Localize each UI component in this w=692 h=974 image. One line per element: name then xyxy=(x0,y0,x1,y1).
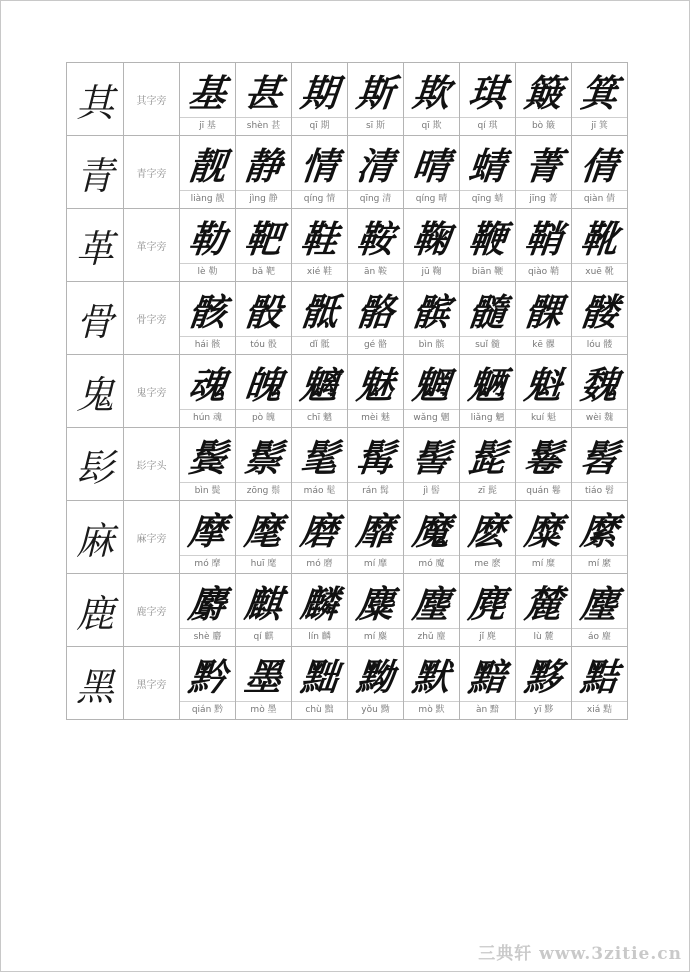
calligraphy-glyph: 靡 xyxy=(354,509,396,553)
calligraphy-glyph: 魔 xyxy=(410,509,452,553)
example-character-cell xyxy=(460,574,516,647)
pinyin-label: mó 磨 xyxy=(292,555,347,573)
calligraphy-glyph: 骸 xyxy=(186,290,228,334)
calligraphy-glyph: 麽 xyxy=(466,509,508,553)
radical-label: 其字旁 xyxy=(124,63,180,136)
calligraphy-glyph: 甚 xyxy=(242,71,284,115)
example-character-cell xyxy=(572,209,628,282)
example-character-cell xyxy=(180,63,236,136)
example-character-cell xyxy=(572,428,628,501)
calligraphy-glyph: 麟 xyxy=(298,582,340,626)
pinyin-label: gé 骼 xyxy=(348,336,403,354)
pinyin-label: suǐ 髓 xyxy=(460,336,515,354)
example-character-cell xyxy=(180,355,236,428)
example-character-cell xyxy=(292,428,348,501)
calligraphy-glyph: 髌 xyxy=(410,290,452,334)
example-character-cell xyxy=(516,136,572,209)
example-character-cell xyxy=(516,501,572,574)
radical-row xyxy=(67,428,628,501)
pinyin-label: xuē 靴 xyxy=(572,263,627,281)
example-character-cell xyxy=(236,282,292,355)
pinyin-label: tiáo 髫 xyxy=(572,482,627,500)
calligraphy-glyph: 魍 xyxy=(410,363,452,407)
pinyin-label: lè 勒 xyxy=(180,263,235,281)
radical-row xyxy=(67,209,628,282)
calligraphy-glyph: 鬃 xyxy=(242,436,284,480)
pinyin-label: qī 期 xyxy=(292,117,347,135)
radical-character: 革 xyxy=(67,209,124,282)
pinyin-label: mí 糜 xyxy=(516,555,571,573)
example-character-cell xyxy=(348,574,404,647)
calligraphy-glyph: 勒 xyxy=(186,217,228,261)
pinyin-label: yī 黟 xyxy=(516,701,571,719)
example-character-cell xyxy=(516,282,572,355)
pinyin-label: mó 摩 xyxy=(180,555,235,573)
pinyin-label: me 麽 xyxy=(460,555,515,573)
radical-label: 青字旁 xyxy=(124,136,180,209)
pinyin-label: jǐ 麂 xyxy=(460,628,515,646)
pinyin-label: quán 鬈 xyxy=(516,482,571,500)
example-character-cell xyxy=(348,136,404,209)
calligraphy-glyph: 髁 xyxy=(522,290,564,334)
pinyin-label: bìn 髌 xyxy=(404,336,459,354)
radical-character: 黑 xyxy=(67,647,124,720)
pinyin-label: qī 欺 xyxy=(404,117,459,135)
pinyin-label: zōng 鬃 xyxy=(236,482,291,500)
example-character-cell xyxy=(236,209,292,282)
pinyin-label: jīng 菁 xyxy=(516,190,571,208)
example-character-cell xyxy=(348,428,404,501)
calligraphy-glyph: 鬓 xyxy=(186,436,228,480)
pinyin-label: jì 髻 xyxy=(404,482,459,500)
radical-row xyxy=(67,574,628,647)
pinyin-label: bǎ 靶 xyxy=(236,263,291,281)
example-character-cell xyxy=(292,63,348,136)
calligraphy-glyph: 髯 xyxy=(354,436,396,480)
radical-character: 鹿 xyxy=(67,574,124,647)
pinyin-label: qíng 情 xyxy=(292,190,347,208)
calligraphy-glyph: 骰 xyxy=(242,290,284,334)
pinyin-label: chī 魑 xyxy=(292,409,347,427)
example-character-cell xyxy=(180,647,236,720)
calligraphy-glyph: 菁 xyxy=(522,144,564,188)
calligraphy-glyph: 髻 xyxy=(410,436,452,480)
calligraphy-glyph: 靓 xyxy=(186,144,228,188)
example-character-cell xyxy=(516,647,572,720)
pinyin-label: qiào 鞘 xyxy=(516,263,571,281)
calligraphy-glyph: 靴 xyxy=(578,217,620,261)
calligraphy-glyph: 琪 xyxy=(466,71,508,115)
calligraphy-glyph: 靶 xyxy=(242,217,284,261)
calligraphy-glyph: 默 xyxy=(410,655,452,699)
radical-row xyxy=(67,282,628,355)
pinyin-label: bìn 鬓 xyxy=(180,482,235,500)
calligraphy-glyph: 髭 xyxy=(466,436,508,480)
example-character-cell xyxy=(460,136,516,209)
pinyin-label: yǒu 黝 xyxy=(348,701,403,719)
calligraphy-glyph: 晴 xyxy=(410,144,452,188)
radical-character: 青 xyxy=(67,136,124,209)
pinyin-label: tóu 骰 xyxy=(236,336,291,354)
calligraphy-glyph: 麋 xyxy=(354,582,396,626)
example-character-cell xyxy=(460,209,516,282)
pinyin-label: qí 琪 xyxy=(460,117,515,135)
pinyin-label: xiá 黠 xyxy=(572,701,627,719)
pinyin-label: pò 魄 xyxy=(236,409,291,427)
pinyin-label: máo 髦 xyxy=(292,482,347,500)
calligraphy-glyph: 魅 xyxy=(354,363,396,407)
example-character-cell xyxy=(460,355,516,428)
radical-character: 其 xyxy=(67,63,124,136)
calligraphy-glyph: 黠 xyxy=(578,655,620,699)
calligraphy-glyph: 麂 xyxy=(466,582,508,626)
calligraphy-glyph: 魉 xyxy=(466,363,508,407)
example-character-cell xyxy=(348,355,404,428)
calligraphy-glyph: 磨 xyxy=(298,509,340,553)
calligraphy-glyph: 骼 xyxy=(354,290,396,334)
pinyin-label: huī 麾 xyxy=(236,555,291,573)
pinyin-label: hái 骸 xyxy=(180,336,235,354)
radical-row xyxy=(67,355,628,428)
example-character-cell xyxy=(404,63,460,136)
example-character-cell xyxy=(516,428,572,501)
example-character-cell xyxy=(460,647,516,720)
pinyin-label: jī 箕 xyxy=(572,117,627,135)
calligraphy-glyph: 箕 xyxy=(578,71,620,115)
calligraphy-glyph: 黜 xyxy=(298,655,340,699)
calligraphy-glyph: 鬈 xyxy=(522,436,564,480)
pinyin-label: hún 魂 xyxy=(180,409,235,427)
example-character-cell xyxy=(404,209,460,282)
pinyin-label: qí 麒 xyxy=(236,628,291,646)
pinyin-label: qíng 晴 xyxy=(404,190,459,208)
radical-label: 麻字旁 xyxy=(124,501,180,574)
calligraphy-glyph: 清 xyxy=(354,144,396,188)
pinyin-label: kuí 魁 xyxy=(516,409,571,427)
calligraphy-glyph: 髫 xyxy=(578,436,620,480)
radical-label: 黑字旁 xyxy=(124,647,180,720)
calligraphy-glyph: 縻 xyxy=(578,509,620,553)
pinyin-label: shè 麝 xyxy=(180,628,235,646)
pinyin-label: liǎng 魉 xyxy=(460,409,515,427)
radical-row xyxy=(67,136,628,209)
example-character-cell xyxy=(404,647,460,720)
calligraphy-glyph: 魄 xyxy=(242,363,284,407)
calligraphy-glyph: 麒 xyxy=(242,582,284,626)
radical-label: 鬼字旁 xyxy=(124,355,180,428)
example-character-cell xyxy=(348,501,404,574)
pinyin-label: kē 髁 xyxy=(516,336,571,354)
pinyin-label: chù 黜 xyxy=(292,701,347,719)
radical-row xyxy=(67,647,628,720)
example-character-cell xyxy=(404,501,460,574)
example-character-cell xyxy=(348,63,404,136)
radical-character: 骨 xyxy=(67,282,124,355)
example-character-cell xyxy=(236,136,292,209)
pinyin-label: rán 髯 xyxy=(348,482,403,500)
calligraphy-glyph: 摩 xyxy=(186,509,228,553)
calligraphy-glyph: 骶 xyxy=(298,290,340,334)
pinyin-label: mò 墨 xyxy=(236,701,291,719)
pinyin-label: mò 默 xyxy=(404,701,459,719)
calligraphy-glyph: 鞘 xyxy=(522,217,564,261)
example-character-cell xyxy=(180,209,236,282)
calligraphy-glyph: 情 xyxy=(298,144,340,188)
pinyin-label: jū 鞠 xyxy=(404,263,459,281)
pinyin-label: jī 基 xyxy=(180,117,235,135)
example-character-cell xyxy=(404,355,460,428)
example-character-cell xyxy=(292,501,348,574)
calligraphy-glyph: 欺 xyxy=(410,71,452,115)
example-character-cell xyxy=(292,355,348,428)
example-character-cell xyxy=(572,574,628,647)
pinyin-label: wǎng 魍 xyxy=(404,409,459,427)
pinyin-label: qīng 清 xyxy=(348,190,403,208)
calligraphy-glyph: 魁 xyxy=(522,363,564,407)
pinyin-label: mí 靡 xyxy=(348,555,403,573)
calligraphy-glyph: 墨 xyxy=(242,655,284,699)
pinyin-label: lín 麟 xyxy=(292,628,347,646)
example-character-cell xyxy=(572,282,628,355)
example-character-cell xyxy=(460,501,516,574)
example-character-cell xyxy=(516,63,572,136)
calligraphy-glyph: 麈 xyxy=(410,582,452,626)
example-character-cell xyxy=(572,136,628,209)
example-character-cell xyxy=(292,136,348,209)
radical-label: 鹿字旁 xyxy=(124,574,180,647)
pinyin-label: sī 斯 xyxy=(348,117,403,135)
radical-label: 革字旁 xyxy=(124,209,180,282)
calligraphy-glyph: 黔 xyxy=(186,655,228,699)
example-character-cell xyxy=(180,282,236,355)
calligraphy-glyph: 鞋 xyxy=(298,217,340,261)
example-character-cell xyxy=(180,501,236,574)
pinyin-label: mí 縻 xyxy=(572,555,627,573)
calligraphy-glyph: 蜻 xyxy=(466,144,508,188)
example-character-cell xyxy=(236,63,292,136)
pinyin-label: biān 鞭 xyxy=(460,263,515,281)
pinyin-label: xié 鞋 xyxy=(292,263,347,281)
example-character-cell xyxy=(572,355,628,428)
pinyin-label: ān 鞍 xyxy=(348,263,403,281)
calligraphy-glyph: 麓 xyxy=(522,582,564,626)
example-character-cell xyxy=(404,282,460,355)
example-character-cell xyxy=(572,63,628,136)
example-character-cell xyxy=(572,501,628,574)
calligraphy-glyph: 鞍 xyxy=(354,217,396,261)
pinyin-label: zhǔ 麈 xyxy=(404,628,459,646)
calligraphy-glyph: 魂 xyxy=(186,363,228,407)
example-character-cell xyxy=(236,574,292,647)
example-character-cell xyxy=(292,209,348,282)
example-character-cell xyxy=(460,282,516,355)
example-character-cell xyxy=(460,63,516,136)
example-character-cell xyxy=(404,428,460,501)
example-character-cell xyxy=(404,574,460,647)
pinyin-label: àn 黯 xyxy=(460,701,515,719)
radical-character: 髟 xyxy=(67,428,124,501)
calligraphy-glyph: 糜 xyxy=(522,509,564,553)
pinyin-label: zī 髭 xyxy=(460,482,515,500)
calligraphy-glyph: 髓 xyxy=(466,290,508,334)
watermark: 三典轩 www.3zitie.cn xyxy=(478,944,682,964)
pinyin-label: bò 簸 xyxy=(516,117,571,135)
example-character-cell xyxy=(516,574,572,647)
example-character-cell xyxy=(236,647,292,720)
example-character-cell xyxy=(236,501,292,574)
example-character-cell xyxy=(180,574,236,647)
pinyin-label: lù 麓 xyxy=(516,628,571,646)
calligraphy-glyph: 黯 xyxy=(466,655,508,699)
calligraphy-glyph: 黟 xyxy=(522,655,564,699)
calligraphy-glyph: 期 xyxy=(298,71,340,115)
example-character-cell xyxy=(236,355,292,428)
calligraphy-glyph: 簸 xyxy=(522,71,564,115)
calligraphy-glyph: 鞠 xyxy=(410,217,452,261)
radical-row xyxy=(67,63,628,136)
calligraphy-glyph: 麈 xyxy=(578,582,620,626)
pinyin-label: mèi 魅 xyxy=(348,409,403,427)
pinyin-label: qiàn 倩 xyxy=(572,190,627,208)
calligraphy-glyph: 麾 xyxy=(242,509,284,553)
pinyin-label: qīng 蜻 xyxy=(460,190,515,208)
pinyin-label: shèn 甚 xyxy=(236,117,291,135)
calligraphy-glyph: 静 xyxy=(242,144,284,188)
example-character-cell xyxy=(516,355,572,428)
pinyin-label: mó 魔 xyxy=(404,555,459,573)
example-character-cell xyxy=(180,428,236,501)
radical-label: 髟字头 xyxy=(124,428,180,501)
example-character-cell xyxy=(404,136,460,209)
calligraphy-glyph: 髅 xyxy=(578,290,620,334)
pinyin-label: dǐ 骶 xyxy=(292,336,347,354)
example-character-cell xyxy=(236,428,292,501)
calligraphy-glyph: 斯 xyxy=(354,71,396,115)
radical-character: 麻 xyxy=(67,501,124,574)
example-character-cell xyxy=(292,282,348,355)
pinyin-label: áo 麈 xyxy=(572,628,627,646)
example-character-cell xyxy=(180,136,236,209)
example-character-cell xyxy=(572,647,628,720)
pinyin-label: qián 黔 xyxy=(180,701,235,719)
calligraphy-glyph: 黝 xyxy=(354,655,396,699)
calligraphy-glyph: 倩 xyxy=(578,144,620,188)
radical-character: 鬼 xyxy=(67,355,124,428)
pinyin-label: lóu 髅 xyxy=(572,336,627,354)
example-character-cell xyxy=(348,282,404,355)
pinyin-label: jìng 静 xyxy=(236,190,291,208)
example-character-cell xyxy=(516,209,572,282)
calligraphy-glyph: 魑 xyxy=(298,363,340,407)
radical-label: 骨字旁 xyxy=(124,282,180,355)
example-character-cell xyxy=(460,428,516,501)
example-character-cell xyxy=(292,647,348,720)
calligraphy-glyph: 鞭 xyxy=(466,217,508,261)
example-character-cell xyxy=(348,209,404,282)
pinyin-label: liàng 靓 xyxy=(180,190,235,208)
example-character-cell xyxy=(348,647,404,720)
calligraphy-glyph: 基 xyxy=(186,71,228,115)
calligraphy-glyph: 髦 xyxy=(298,436,340,480)
pinyin-label: wèi 魏 xyxy=(572,409,627,427)
radical-chart-table xyxy=(66,62,628,720)
radical-row xyxy=(67,501,628,574)
calligraphy-glyph: 魏 xyxy=(578,363,620,407)
pinyin-label: mí 麋 xyxy=(348,628,403,646)
calligraphy-glyph: 麝 xyxy=(186,582,228,626)
example-character-cell xyxy=(292,574,348,647)
